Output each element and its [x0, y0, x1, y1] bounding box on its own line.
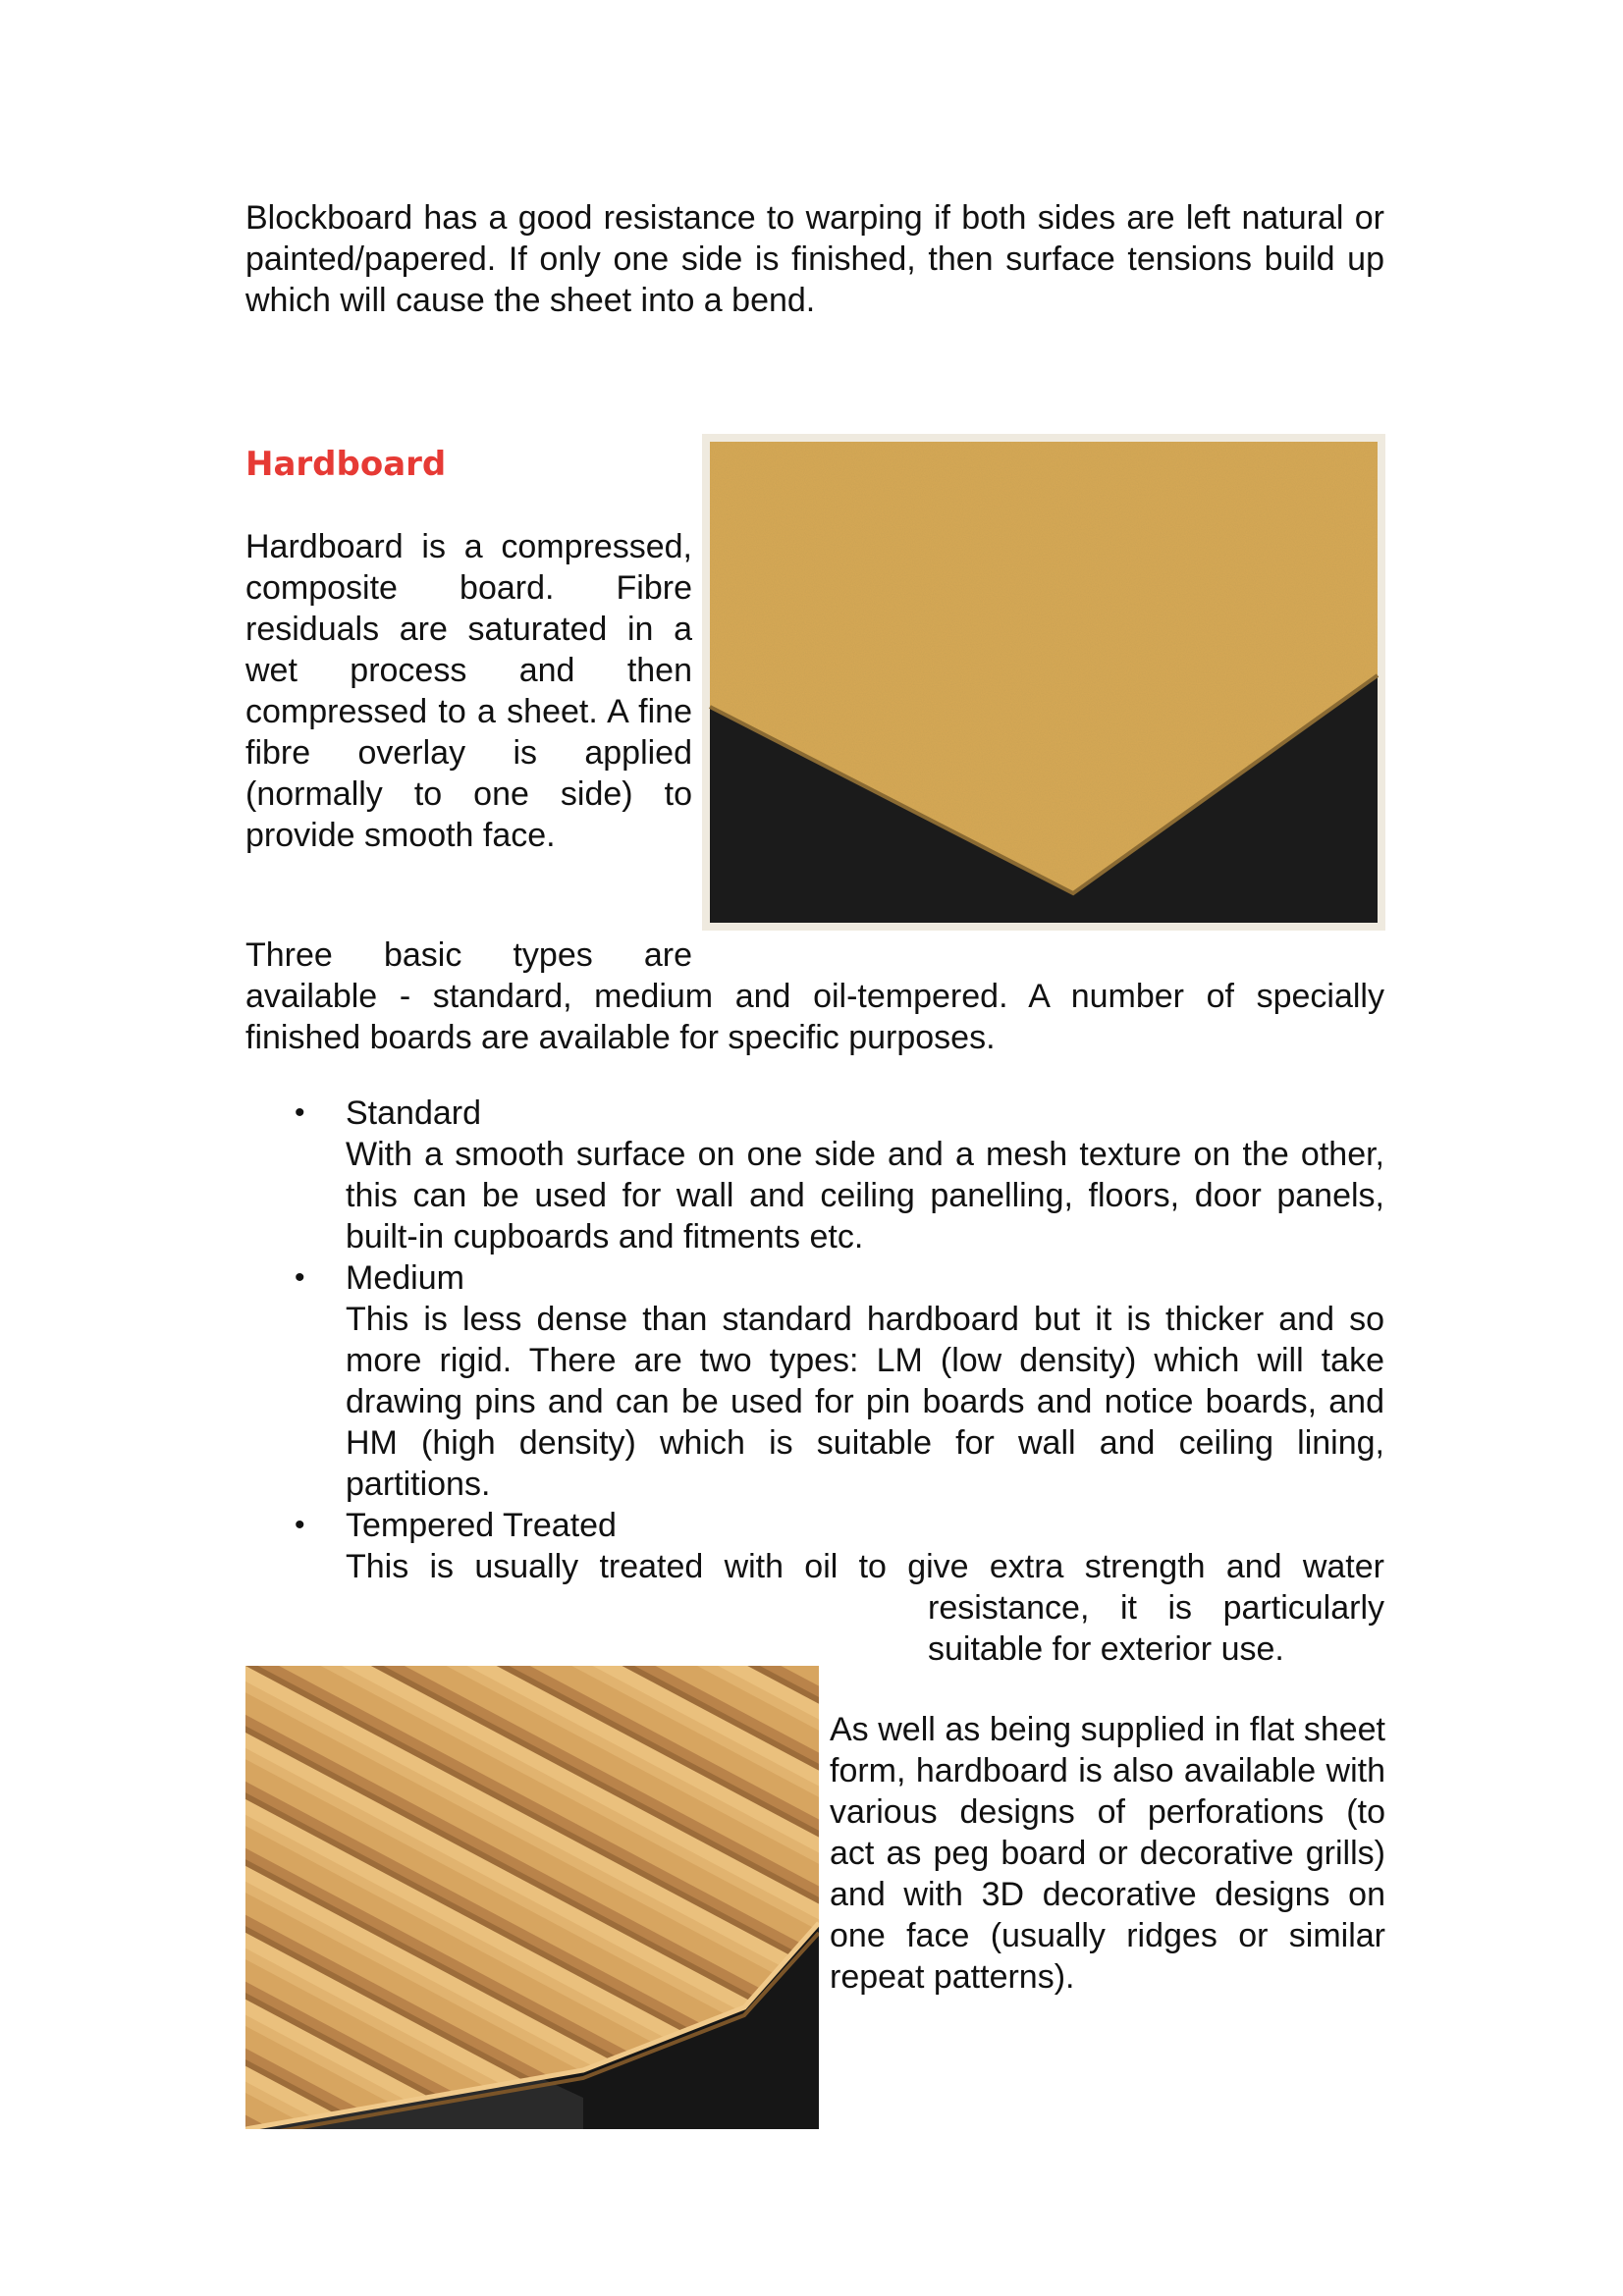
bullet: • — [295, 1509, 305, 1541]
bullet: • — [295, 1096, 305, 1129]
type-title-right: Treated — [503, 1507, 617, 1544]
closing-paragraph: As well as being supplied in flat sheet form, hardboard is also available with various designs of perforations (to act as peg board or decorative grills) and with 3D decorative designs on one face (usually ridges or similar repeat patterns). — [830, 1711, 1385, 1996]
type-description-line1: This is usually treated with oil to give extra strength and water — [346, 1548, 1384, 1585]
list-item — [245, 1093, 1384, 1257]
type-title — [346, 1505, 1384, 1546]
list-item — [245, 1257, 1384, 1505]
types-intro-line1: Three basic types are — [245, 936, 692, 974]
types-intro-rest: available - standard, medium and oil-tempered. A number of specially finished boards are available for specific purposes. — [245, 978, 1384, 1056]
ridged-hardboard-photo — [245, 1666, 819, 2129]
type-description: This is less dense than standard hardboard but it is thicker and so more rigid. There are two types: LM (low density) which will take drawing pins and can be used for pin boards and notice boards, and HM (high density) which is suitable for wall and ceiling lining, partitions. — [346, 1301, 1384, 1503]
section-heading-hardboard: Hardboard — [245, 445, 447, 484]
hardboard-types-list — [245, 1093, 1384, 1670]
type-title: Standard — [346, 1095, 481, 1132]
hardboard-sheet-photo — [702, 434, 1385, 931]
type-description-rest: resistance, it is particularly suitable for exterior use. — [928, 1589, 1384, 1668]
type-title: Medium — [346, 1259, 464, 1297]
type-description: With a smooth surface on one side and a mesh texture on the other, this can be used for wall and ceiling panelling, floors, door panels, built-in cupboards and fitments etc. — [346, 1136, 1384, 1255]
hardboard-description: Hardboard is a compressed, composite board. Fibre residuals are saturated in a wet process and then compressed to a sheet. A fine fibre overlay is applied (normally to one side) to provide smooth face. — [245, 528, 692, 854]
bullet: • — [295, 1261, 305, 1294]
list-item — [245, 1505, 1384, 1670]
type-title-left: Tempered — [346, 1507, 495, 1544]
intro-paragraph: Blockboard has a good resistance to warping if both sides are left natural or painted/papered. If only one side is finished, then surface tensions build up which will cause the sheet into a bend. — [245, 199, 1384, 319]
